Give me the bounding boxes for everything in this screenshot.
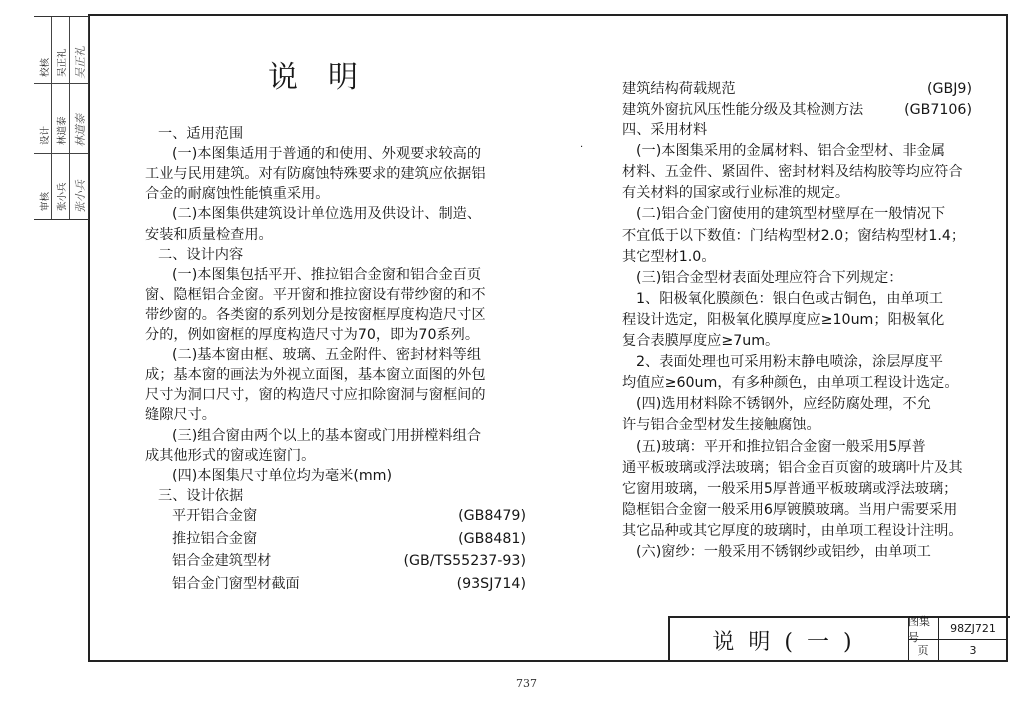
right-text-line: 其它型材1.0。: [622, 248, 716, 265]
sidebar-label-design: 设计: [40, 125, 51, 145]
right-text-line: 材料、五金件、紧固件、密封材料及结构胶等均应符合: [622, 164, 963, 181]
right-text-line: 1、阳极氧化膜颜色：银白色或古铜色，由单项工: [636, 290, 943, 307]
sidebar-label-column: [34, 17, 52, 219]
page-title: 说明: [268, 60, 388, 95]
left-text-line: (一)本图集包括平开、推拉铝合金窗和铝合金百页: [172, 266, 482, 283]
atlas-number-label: 图集号: [908, 618, 939, 640]
frame-right-border: [1006, 14, 1008, 662]
standard-code: (GBJ9): [926, 81, 972, 97]
right-text-line: 它窗用玻璃，一般采用5厚普通平板玻璃或浮法玻璃；: [622, 480, 958, 497]
left-text-line: 分的，例如窗框的厚度构造尺寸为70，即为70系列。: [145, 327, 480, 343]
left-text-line: 合金的耐腐蚀性能慎重采用。: [145, 186, 330, 203]
right-text-line: 复合表膜厚度应≥7um。: [622, 333, 780, 349]
standard-name: 铝合金门窗型材截面: [172, 575, 300, 592]
right-text-line: 均值应≥60um，有多种颜色，由单项工程设计选定。: [622, 375, 959, 392]
sidebar-name-3: 张小兵: [57, 182, 68, 211]
left-text-line: 工业与民用建筑。对有防腐蚀特殊要求的建筑应依据铝: [145, 166, 486, 183]
stray-mark: ·: [580, 142, 584, 153]
sidebar-divider: [34, 83, 88, 84]
left-text-line: (三)组合窗由两个以上的基本窗或门用拼樘料组合: [172, 427, 482, 444]
left-text-line: (四)本图集尺寸单位均为毫米(mm): [172, 467, 393, 484]
left-text-line: 尺寸为洞口尺寸，窗的构造尺寸应扣除窗洞与窗框间的: [145, 387, 486, 404]
right-text-line: (五)玻璃：平开和推拉铝合金窗一般采用5厚普: [636, 438, 926, 455]
title-block: [668, 616, 1010, 662]
left-text-line: 成；基本窗的画法为外视立面图，基本窗立面图的外包: [145, 367, 486, 384]
right-text-line: (六)窗纱：一般采用不锈钢纱或铝纱，由单项工: [636, 544, 931, 560]
left-text-line: 成其他形式的窗或连窗门。: [145, 447, 316, 464]
left-text-line: (一)本图集适用于普通的和使用、外观要求较高的: [172, 146, 482, 163]
left-text-line: 二、设计内容: [158, 246, 244, 263]
standard-name: 推拉铝合金窗: [172, 530, 258, 547]
left-text-line: (二)基本窗由框、玻璃、五金附件、密封材料等组: [172, 347, 482, 364]
right-text-line: (一)本图集采用的金属材料、铝合金型材、非金属: [636, 143, 946, 160]
sidebar-label-review: 审核: [40, 191, 51, 211]
left-text-line: 窗、隐框铝合金窗。平开窗和推拉窗设有带纱窗的和不: [145, 286, 486, 303]
sidebar-name-2: 林道泰: [57, 116, 68, 145]
page-label: 页: [908, 639, 939, 661]
right-text-line: (三)铝合金型材表面处理应符合下列规定：: [636, 269, 903, 286]
right-text-line: 隐框铝合金窗一般采用6厚镀膜玻璃。当用户需要采用: [622, 501, 958, 518]
left-text-line: 一、适用范围: [158, 126, 244, 142]
sidebar-signature-2: 林道泰: [74, 114, 87, 147]
standard-code: (GB8481): [458, 530, 526, 547]
standard-code: (93SJ714): [456, 575, 526, 592]
right-text-line: 四、采用材料: [622, 122, 708, 138]
page-value: 3: [969, 643, 977, 657]
right-text-line: 其它品种或其它厚度的玻璃时，由单项工程设计注明。: [622, 522, 963, 539]
right-text-line: 有关材料的国家或行业标准的规定。: [622, 185, 850, 202]
title-block-name: 说明(一): [670, 618, 909, 662]
left-text-line: 三、设计依据: [158, 487, 244, 504]
standard-name: 建筑结构荷载规范: [622, 81, 736, 97]
frame-top-border: [88, 14, 1008, 16]
sidebar-divider: [34, 153, 88, 154]
left-text-line: 带纱窗的。各类窗的系列划分是按窗框厚度构造尺寸区: [145, 306, 486, 323]
right-text-line: (二)铝合金门窗使用的建筑型材壁厚在一般情况下: [636, 206, 946, 223]
signature-sidebar: [34, 16, 89, 220]
page-number: 737: [516, 677, 537, 690]
left-text-line: 缝隙尺寸。: [145, 407, 216, 424]
right-text-line: 许与铝合金型材发生接触腐蚀。: [622, 417, 821, 434]
standard-code: (GB7106): [904, 101, 972, 118]
sidebar-name-1: 吴正礼: [57, 48, 68, 77]
left-text-line: 安装和质量检查用。: [145, 226, 273, 243]
atlas-number-value: 98ZJ721: [938, 618, 1008, 640]
right-text-line: 通平板玻璃或浮法玻璃；铝合金百页窗的玻璃叶片及其: [622, 459, 963, 476]
right-text-line: 2、表面处理也可采用粉末静电喷涂，涂层厚度平: [636, 354, 943, 371]
sidebar-label-check: 校核: [40, 57, 51, 77]
standard-name: 铝合金建筑型材: [172, 553, 272, 569]
sidebar-signature-1: 吴正礼: [74, 46, 87, 79]
standard-name: 平开铝合金窗: [172, 508, 258, 524]
standard-code: (GB/TS55237-93): [403, 553, 526, 569]
right-text-line: 程设计选定，阳极氧化膜厚度应≥10um；阳极氧化: [622, 311, 945, 328]
right-text-line: (四)选用材料除不锈钢外，应经防腐处理，不允: [636, 396, 931, 413]
right-text-line: 不宜低于以下数值：门结构型材2.0；窗结构型材1.4；: [622, 227, 966, 244]
standard-code: (GB8479): [458, 508, 526, 524]
sidebar-signature-3: 张小兵: [74, 180, 87, 213]
left-text-line: (二)本图集供建筑设计单位选用及供设计、制造、: [172, 206, 482, 223]
standard-name: 建筑外窗抗风压性能分级及其检测方法: [622, 101, 864, 118]
